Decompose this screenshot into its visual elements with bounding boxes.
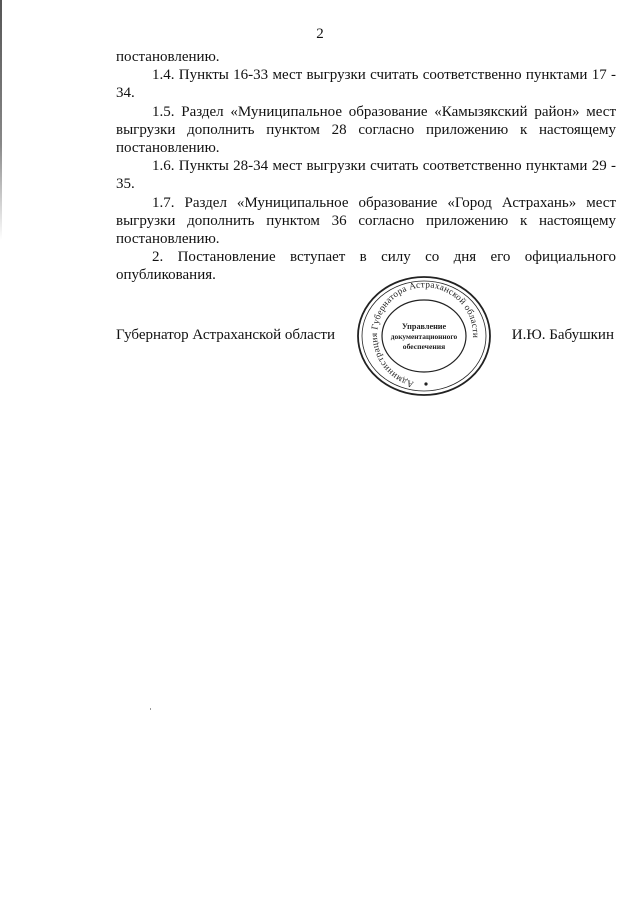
paragraph-1-5: 1.5. Раздел «Муниципальное образование «Камызякский район» мест выгрузки дополнить пунктом 28 согласно приложению к настоящему постановлению. xyxy=(116,103,616,157)
seal-center-line-2: документационного xyxy=(390,332,458,341)
scan-speck xyxy=(150,708,151,710)
paragraph-1-6: 1.6. Пункты 28-34 мест выгрузки считать соответственно пунктами 29 - 35. xyxy=(116,158,616,193)
page-number: 2 xyxy=(316,26,324,42)
seal-ring-text: Администрация Губернатора Астраханской области xyxy=(368,279,482,390)
paragraph-2: 2. Постановление вступает в силу со дня его официального опубликования. xyxy=(116,249,616,284)
signatory-title: Губернатор Астраханской области xyxy=(116,327,336,343)
signatory-name: И.Ю. Бабушкин xyxy=(511,327,614,343)
official-seal-stamp xyxy=(354,274,494,398)
seal-center-line-1: Управление xyxy=(401,322,447,331)
paragraph-continuation: постановлению. xyxy=(116,49,220,65)
seal-graphic xyxy=(354,274,494,398)
document-body xyxy=(116,48,616,285)
seal-center-line-3: обеспечения xyxy=(402,342,446,351)
paragraph-1-7: 1.7. Раздел «Муниципальное образование «Город Астрахань» мест выгрузки дополнить пунктом 36 согласно приложению к настоящему постановлению. xyxy=(116,194,616,248)
paragraph-1-4: 1.4. Пункты 16-33 мест выгрузки считать соответственно пунктами 17 - 34. xyxy=(116,67,616,102)
